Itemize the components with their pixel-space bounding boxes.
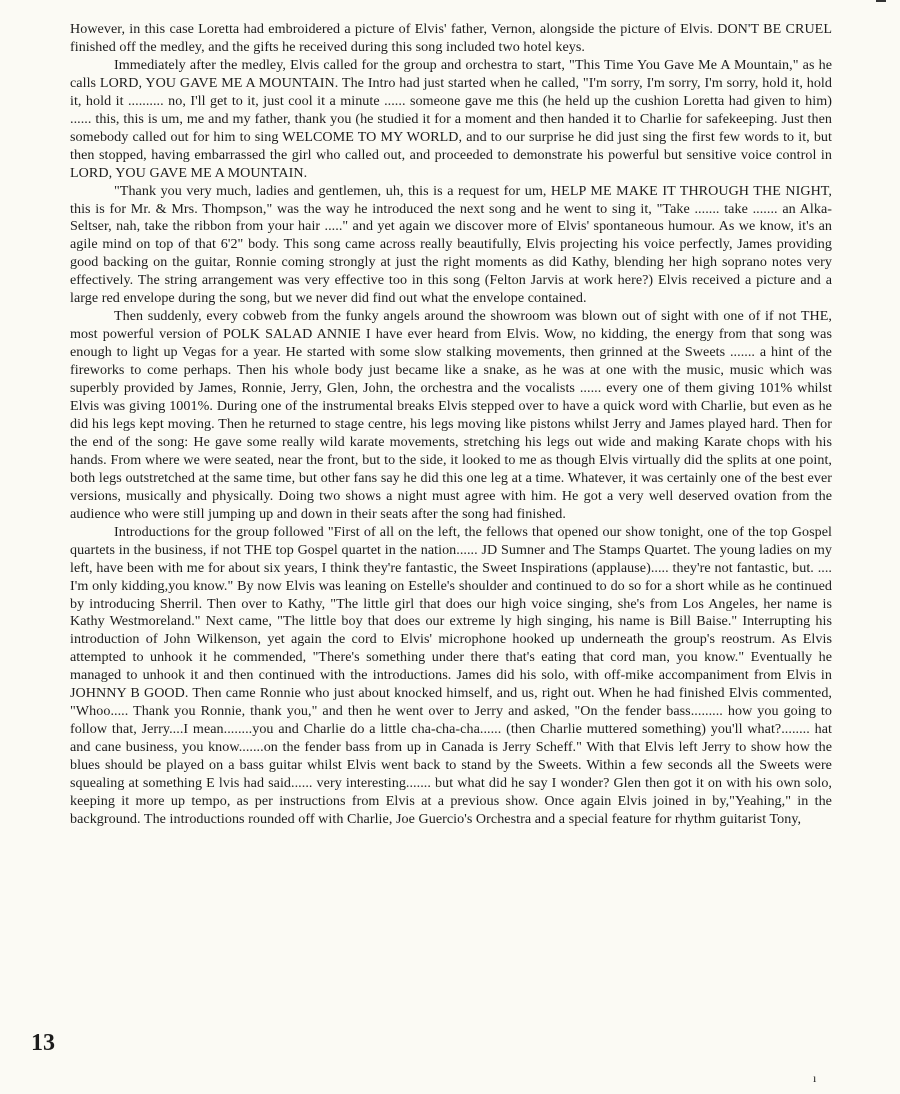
paragraph-3: "Thank you very much, ladies and gentlemen, uh, this is a request for um, HELP ME MAKE IT THROUGH THE NIGHT, this is for Mr. & Mrs. Thompson," was the way he introduced the next song and he went to sing it, "Take ....... take ....... an Alka-Seltser, nah, take the ribbon from your hair ....." and yet again we discover more of Elvis' spontaneous humour. As we know, it's an agile mind on top of that 6'2" body. This song came across really beautifully, Elvis projecting his voice perfectly, James providing good backing on the guitar, Ronnie coming strongly at just the right moments as did Kathy, blending her high soprano notes very effectively. The string arrangement was very effective too in this song (Felton Jarvis at work here?) Elvis received a picture and a large red envelope during the song, but we never did find out what the envelope contained. bbox=[70, 182, 832, 307]
print-mark bbox=[876, 0, 886, 2]
paragraph-2: Immediately after the medley, Elvis called for the group and orchestra to start, "This Time You Gave Me A Mountain," as he calls LORD, YOU GAVE ME A MOUNTAIN. The Intro had just started when he called, "I'm sorry, I'm sorry, I'm sorry, hold it, hold it, hold it .......... no, I'll get to it, just cool it a minute ...... someone gave me this (he held up the cushion Loretta had given to him) ...... this, this is um, me and my father, thank you (he studied it for a moment and then handed it to Charlie for safekeeping. Just then somebody called out for him to sing WELCOME TO MY WORLD, and to our surprise he did just sing the first few words to it, but then stopped, having embarrassed the girl who called out, and proceeded to demonstrate his powerful but sensitive voice control in LORD, YOU GAVE ME A MOUNTAIN. bbox=[70, 56, 832, 181]
article-body bbox=[70, 21, 832, 829]
paragraph-5: Introductions for the group followed "First of all on the left, the fellows that opened our show tonight, one of the top Gospel quartets in the business, if not THE top Gospel quartet in the nation...... JD Sumner and The Stamps Quartet. The young ladies on my left, have been with me for about six years, I think they're fantastic, the Sweet Inspirations (applause)..... they're not fantastic, but. .... I'm only kidding,you know." By now Elvis was leaning on Estelle's shoulder and continued to do so for a short while as he continued by introducing Sherril. Then over to Kathy, "The little girl that does our high voice singing, she's from Los Angeles, her name is Kathy Westmoreland." Next came, "The little boy that does our extreme ly high singing, his name is Bill Baise." Interrupting his introduction of John Wilkenson, yet again the cord to Elvis' microphone hooked up underneath the group's reostrum. As Elvis attempted to unhook it he commended, "There's something under there that's eating that cord man, you know." Eventually he managed to unhook it and then continued with the introductions. James did his solo, with off-mike accompaniment from Elvis in JOHNNY B GOOD. Then came Ronnie who just about knocked himself, and us, right out. When he had finished Elvis commented, "Whoo..... Thank you Ronnie, thank you," and then he went over to Jerry and asked, "On the fender bass......... how you going to follow that, Jerry....I mean........you and Charlie do a little cha-cha-cha...... (then Charlie muttered something) you'll what?........ hat and cane business, you know.......on the fender bass from up in Canada is Jerry Scheff." With that Elvis left Jerry to show how the blues should be played on a bass guitar whilst Elvis went back to stand by the Sweets. Within a few seconds all the Sweets were squealing at something E lvis had said...... very interesting....... but what did he say I wonder? Glen then got it on with his own solo, keeping it more up tempo, as per instructions from Elvis at a previous show. Once again Elvis joined in by,"Yeahing," in the background. The introductions rounded off with Charlie, Joe Guercio's Orchestra and a special feature for rhythm guitarist Tony, bbox=[70, 523, 832, 827]
paragraph-4: Then suddenly, every cobweb from the funky angels around the showroom was blown out of sight with one of if not THE, most powerful version of POLK SALAD ANNIE I have ever heard from Elvis. Wow, no kidding, the energy from that song was enough to light up Vegas for a year. He started with some slow stalking movements, then grinned at the Sweets ....... a hint of the fireworks to come perhaps. Then his whole body just became like a snake, as he was at one with the music, music which was superbly provided by James, Ronnie, Jerry, Glen, John, the orchestra and the vocalists ...... every one of them giving 101% whilst Elvis was giving 1001%. During one of the instrumental breaks Elvis stepped over to have a quick word with Charlie, but even as he did his legs kept moving. Then he returned to stage centre, his legs moving like pistons whilst Jerry and James played hard. Then for the end of the song: He gave some really wild karate movements, stretching his legs out wide and making Karate chops with his hands. From where we were seated, near the front, but to the side, it looked to me as though Elvis virtually did the splits at one point, both legs outstretched at the same time, but other fans say he did this one leg at a time. Whatever, it was certainly one of the best ever versions, musically and physically. Doing two shows a night must agree with him. He got a very well deserved ovation from the audience who were still jumping up and down in their seats after the song had finished. bbox=[70, 308, 832, 522]
page-number: 13 bbox=[31, 1030, 55, 1056]
paragraph-1: However, in this case Loretta had embroidered a picture of Elvis' father, Vernon, alongside the picture of Elvis. DON'T BE CRUEL finished off the medley, and the gifts he received during this song included two hotel keys. bbox=[70, 21, 832, 55]
stray-mark: ı bbox=[813, 1071, 817, 1085]
